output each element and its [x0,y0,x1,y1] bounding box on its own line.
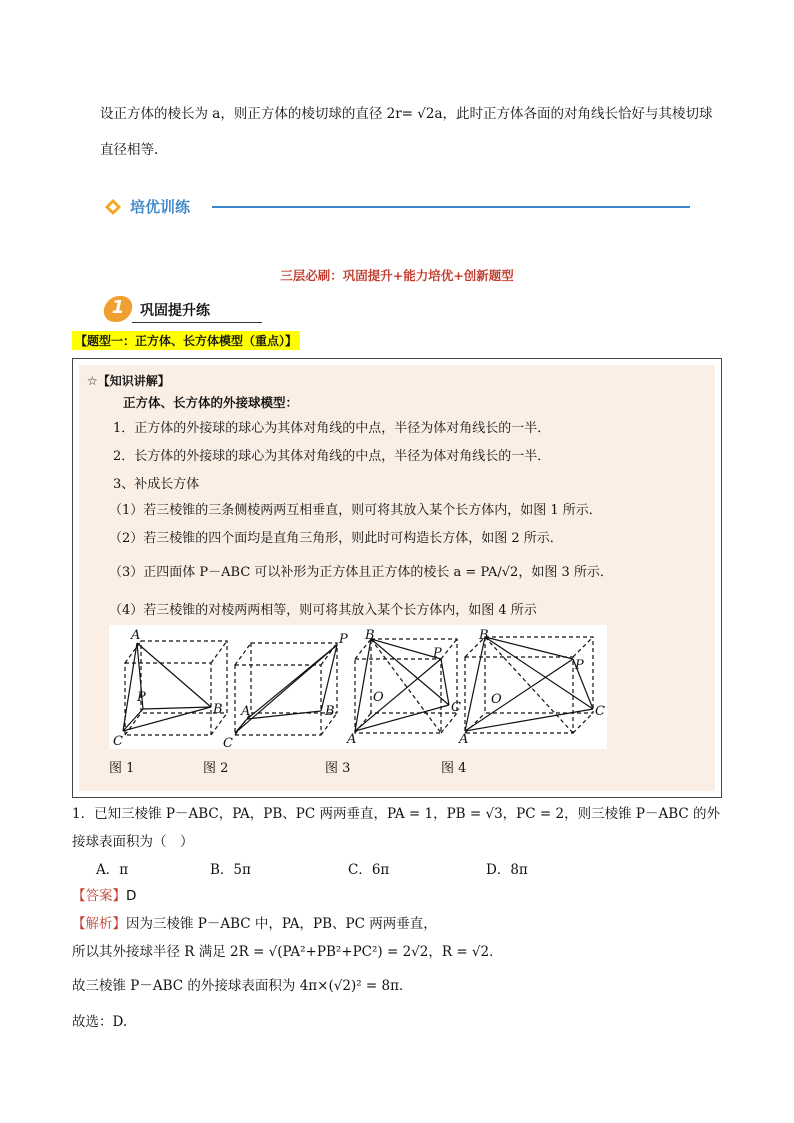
svg-text:P: P [137,690,146,705]
badge-number: 1 [111,297,125,318]
intro-line-1: 设正方体的棱长为 a，则正方体的棱切球的直径 2r= √2a，此时正方体各面的对角线长恰好与其棱切球 [100,106,713,122]
intro-paragraph [100,96,720,168]
svg-text:A: A [347,732,357,747]
analysis-line-2: 所以其外接球半径 R 满足 2R = √(PA²+PB²+PC²) = 2√2，R = √2． [72,944,503,960]
knowledge-item-7: （4）若三棱锥的对棱两两相等，则可将其放入某个长方体内，如图 4 所示 [109,603,537,618]
option-d: D．8π [486,862,528,878]
svg-text:B: B [325,704,335,719]
svg-text:C: C [451,700,461,715]
svg-text:C: C [113,734,123,749]
svg-text:P: P [433,646,442,661]
svg-text:A: A [459,732,469,747]
svg-text:O: O [491,692,502,707]
knowledge-item-3: 3、补成长方体 [113,477,200,492]
figure-label-1: 图 1 [109,761,135,776]
knowledge-title: ☆【知识讲解】 [87,374,170,388]
level-badge [104,296,132,322]
analysis-text-1: 因为三棱锥 P－ABC 中，PA，PB、PC 两两垂直， [126,916,437,932]
knowledge-item-1: 1．正方体的外接球的球心为其体对角线的中点，半径为体对角线长的一半． [113,421,551,436]
section-header [100,196,700,220]
knowledge-item-4: （1）若三棱锥的三条侧棱两两互相垂直，则可将其放入某个长方体内，如图 1 所示． [109,503,602,518]
knowledge-heading: 正方体、长方体的外接球模型： [123,395,299,410]
knowledge-item-6: （3）正四面体 P－ABC 可以补形为正方体且正方体的棱长 a = PA/√2，如图 3 所示． [109,565,613,580]
knowledge-item-5: （2）若三棱锥的四个面均是直角三角形，则此时可构造长方体，如图 2 所示． [109,531,563,546]
answer-line [72,884,136,904]
figure-3 [346,628,461,747]
svg-text:P: P [339,632,348,647]
figure-4 [458,628,605,747]
figure-strip [109,625,607,749]
knowledge-box-inner [79,365,715,791]
section-title: 培优训练 [130,198,191,216]
svg-text:A: A [131,628,141,643]
question-stem-2: 接球表面积为（ ） [72,834,194,850]
intro-line-2: 直径相等. [100,142,159,158]
svg-text:B: B [479,628,489,643]
answer-value: D [126,888,137,904]
diamond-icon [104,198,122,216]
option-b: B．5π [210,862,251,878]
answer-label: 【答案】 [72,888,126,904]
svg-text:A: A [241,704,251,719]
figure-label-2: 图 2 [203,761,229,776]
option-a: A．π [96,862,129,878]
badge-title: 巩固提升练 [140,303,210,319]
question-type-tag: 【题型一：正方体、长方体模型（重点）】 [72,331,300,350]
page-subtitle: 三层必刷：巩固提升+能力培优+创新题型 [280,268,514,283]
analysis-line-3: 故三棱锥 P－ABC 的外接球表面积为 4π×(√2)² = 8π． [72,978,413,994]
svg-text:B: B [213,702,223,717]
svg-text:B: B [365,628,375,643]
svg-text:P: P [575,658,584,673]
svg-text:C: C [223,736,233,749]
figure-2 [223,632,348,749]
knowledge-item-2: 2．长方体的外接球的球心为其体对角线的中点，半径为体对角线长的一半． [113,449,551,464]
figure-label-4: 图 4 [441,761,467,776]
option-c: C．6π [348,862,390,878]
figure-label-3: 图 3 [325,761,351,776]
knowledge-box [72,358,722,798]
section-divider [212,206,690,208]
svg-text:O: O [373,690,384,705]
figure-1 [113,628,227,749]
svg-text:C: C [595,704,605,719]
conclusion-line: 故选：D. [72,1014,128,1030]
analysis-label: 【解析】 [72,916,126,932]
question-stem-1: 1．已知三棱锥 P－ABC，PA，PB、PC 两两垂直，PA = 1，PB = √3，PC = 2，则三棱锥 P－ABC 的外 [72,806,720,822]
badge-underline [132,322,262,323]
analysis-line-1 [72,912,437,932]
